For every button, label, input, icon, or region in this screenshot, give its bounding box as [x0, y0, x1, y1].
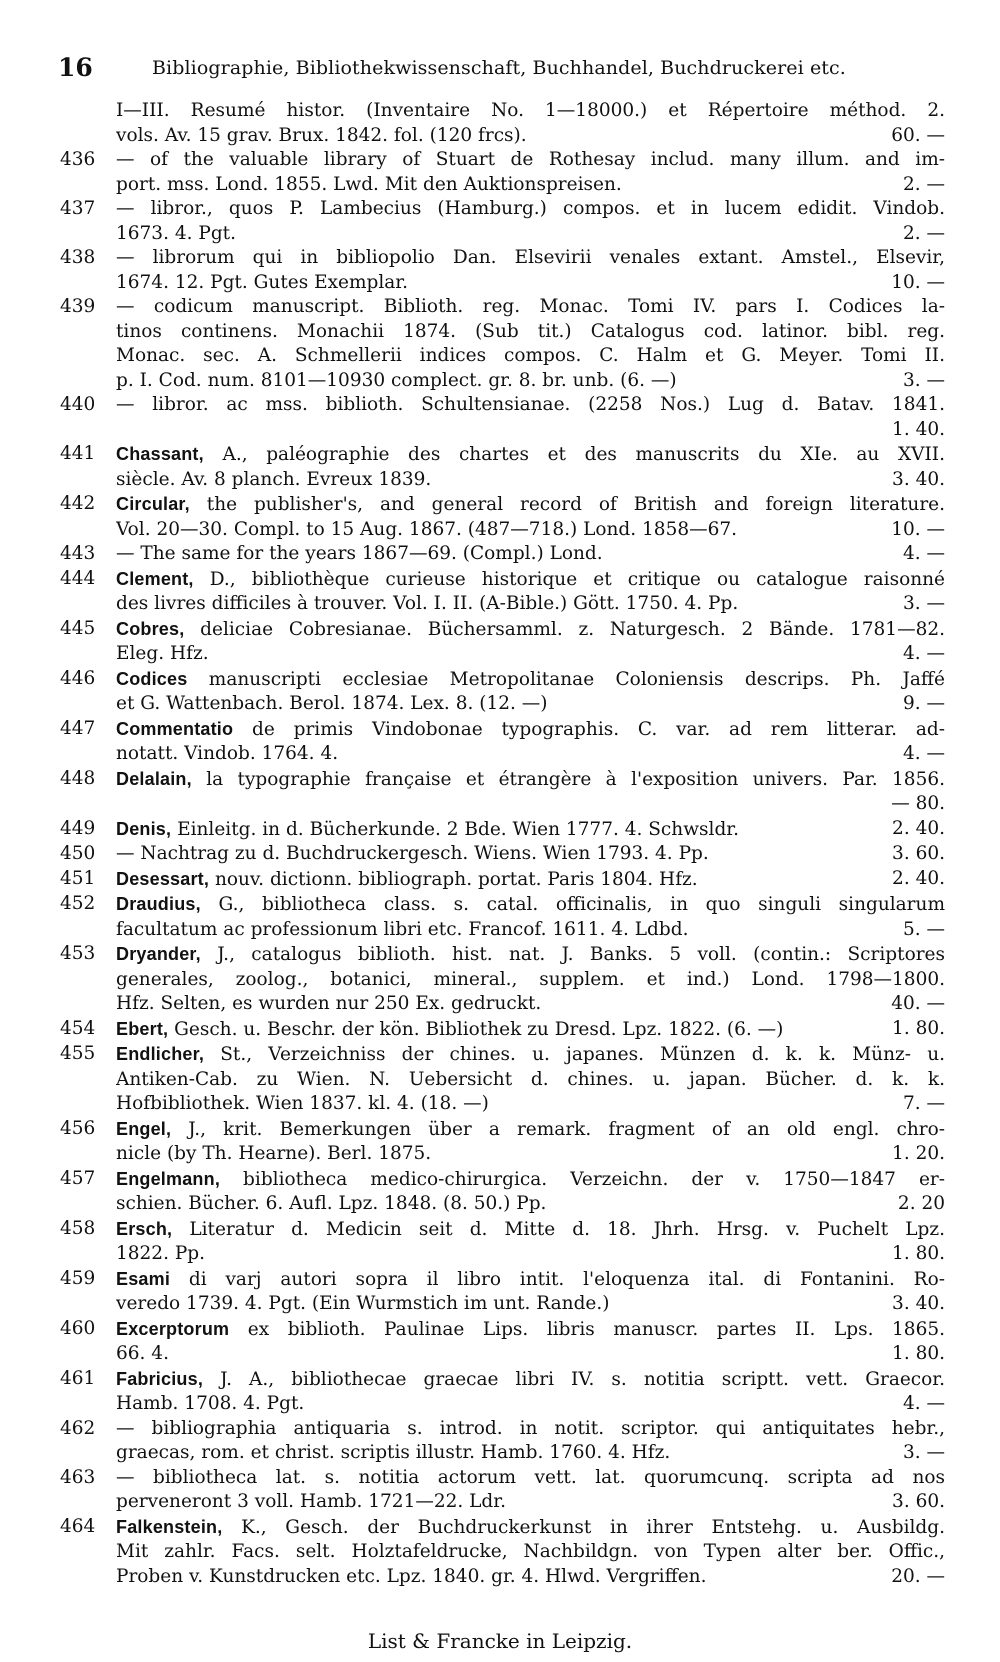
catalog-entry [60, 617, 945, 667]
entry-line [116, 542, 945, 567]
entry-text: — libror., quos P. Lambecius (Hamburg.) compos. et in lucem edidit. Vindob. [116, 198, 945, 219]
entry-number: 441 [60, 443, 96, 464]
entry-line [116, 124, 945, 149]
entry-line [116, 197, 945, 222]
entry-line [116, 817, 945, 843]
entry-line [116, 148, 945, 173]
entry-text: graecas, rom. et christ. scriptis illustr. Hamb. 1760. 4. Hfz. [116, 1442, 671, 1463]
entry-heading: Chassant, [116, 444, 204, 464]
entry-price: 10. — [891, 518, 945, 540]
entry-text: p. I. Cod. num. 8101—10930 complect. gr. 8. br. unb. (6. —) [116, 369, 677, 391]
entry-text: la typographie française et étrangère à l'exposition univers. Par. 1856. [191, 768, 945, 790]
catalog-entry [60, 1466, 945, 1515]
entry-line [116, 1342, 945, 1367]
entry-price: 9. — [902, 693, 945, 714]
entry-heading: Dryander, [116, 944, 201, 964]
entry-text: — of the valuable library of Stuart de Rothesay includ. many illum. and im- [116, 149, 945, 170]
catalog-entry [60, 1367, 945, 1417]
entry-text: 1674. 12. Pgt. Gutes Exemplar. [116, 271, 408, 293]
entry-number: 463 [60, 1466, 96, 1488]
catalog-entry [60, 567, 945, 617]
entry-line [116, 742, 945, 767]
entry-text: A., paléographie des chartes et des manuscrits du XIe. au XVII. [203, 444, 945, 465]
catalog-entry [60, 1217, 945, 1267]
entry-price: 2. — [902, 173, 945, 195]
entry-text: nicle (by Th. Hearne). Berl. 1875. [116, 1143, 432, 1164]
entry-price: 20. — [891, 1565, 945, 1587]
entry-text: siècle. Av. 8 planch. Evreux 1839. [116, 468, 432, 490]
entry-text: generales, zoolog., botanici, mineral., supplem. et ind.) Lond. 1798—1800. [116, 968, 945, 990]
entry-number: 446 [60, 667, 96, 689]
catalog-entry [60, 717, 945, 767]
entry-text: — libror. ac mss. biblioth. Schultensianae. (2258 Nos.) Lug d. Batav. 1841. [116, 394, 945, 415]
catalog-entry [60, 817, 945, 843]
entry-number: 462 [60, 1417, 96, 1439]
entry-line [116, 1068, 945, 1093]
entry-text: et G. Wattenbach. Berol. 1874. Lex. 8. (12. —) [116, 693, 548, 714]
entry-line [116, 1317, 945, 1343]
entry-text: perveneront 3 voll. Hamb. 1721—22. Ldr. [116, 1491, 506, 1512]
entry-line [116, 567, 945, 593]
entry-text: St., Verzeichniss der chines. u. japanes. Münzen d. k. k. Münz- u. [204, 1044, 945, 1065]
entry-line [116, 617, 945, 643]
entry-text: D., bibliothèque curieuse historique et critique ou catalogue raisonné [193, 568, 945, 590]
entry-line [116, 295, 945, 320]
entry-line [116, 1417, 945, 1442]
entry-line [116, 942, 945, 968]
entry-line [116, 1167, 945, 1193]
entry-price: 10. — [891, 271, 945, 293]
entry-text: port. mss. Lond. 1855. Lwd. Mit den Auktionspreisen. [116, 173, 622, 195]
entry-number: 444 [60, 567, 96, 589]
catalog-entry [60, 1515, 945, 1590]
entry-number: 443 [60, 543, 96, 564]
entry-number: 464 [60, 1515, 96, 1537]
entry-line [116, 320, 945, 345]
entry-text: Mit zahlr. Facs. selt. Holztafeldrucke, Nachbildgn. von Typen alter ber. Offic., [116, 1541, 945, 1562]
entry-heading: Excerptorum [116, 1318, 230, 1339]
catalog-entry [60, 892, 945, 942]
entry-line [116, 1441, 945, 1466]
entry-line [116, 1490, 945, 1515]
entry-line [116, 99, 945, 124]
entry-number: 457 [60, 1167, 96, 1189]
entry-text: Gesch. u. Beschr. der kön. Bibliothek zu Dresd. Lpz. 1822. (6. —) [168, 1018, 784, 1040]
entry-price: 2. 40. [892, 817, 945, 839]
entry-line [116, 1392, 945, 1417]
catalog-entry [60, 767, 945, 817]
entry-line [116, 1142, 945, 1167]
entry-line [116, 968, 945, 993]
entry-number: 437 [60, 198, 96, 219]
catalog-entry [60, 1017, 945, 1043]
entry-heading: Falkenstein, [116, 1516, 223, 1537]
entry-price: 3. — [902, 369, 945, 391]
entry-number: 442 [60, 493, 96, 514]
entry-heading: Denis, [116, 818, 172, 839]
entry-price: 3. 60. [892, 843, 945, 864]
entry-line [116, 918, 945, 943]
catalog-entry [60, 842, 945, 867]
entry-number: 455 [60, 1043, 96, 1064]
entry-line [116, 518, 945, 543]
entry-number: 438 [60, 247, 96, 268]
entry-text: bibliotheca medico-chirurgica. Verzeichn. der v. 1750—1847 er- [220, 1168, 945, 1190]
entry-text: — The same for the years 1867—69. (Compl.) Lond. [116, 543, 603, 564]
catalog-entry [60, 492, 945, 542]
entry-line [116, 442, 945, 468]
entry-text: Monac. sec. A. Schmellerii indices compos. C. Halm et G. Meyer. Tomi II. [116, 345, 945, 366]
entry-price: 4. — [902, 543, 945, 564]
entry-text: — codicum manuscript. Biblioth. reg. Monac. Tomi IV. pars I. Codices la- [116, 296, 945, 317]
entry-text: K., Gesch. der Buchdruckerkunst in ihrer Entstehg. u. Ausbildg. [222, 1516, 945, 1538]
entry-price: 1. 80. [892, 1243, 945, 1264]
entry-line [116, 1515, 945, 1541]
entry-line [116, 767, 945, 793]
entry-line [116, 492, 945, 518]
catalog-entry [60, 542, 945, 567]
running-head: Bibliographie, Bibliothekwissenschaft, Buchhandel, Buchdruckerei etc. [152, 57, 846, 79]
entry-heading: Engel, [116, 1118, 172, 1139]
entry-line [116, 1242, 945, 1267]
catalog-entry [60, 1042, 945, 1117]
entry-line [116, 222, 945, 247]
entry-number: 440 [60, 394, 96, 415]
entry-line [116, 867, 945, 893]
entry-line [116, 1117, 945, 1143]
entry-price: 2. — [902, 222, 945, 244]
entry-line [116, 468, 945, 493]
entry-heading: Commentatio [116, 718, 234, 739]
catalog-entry [60, 99, 945, 148]
entry-text: — bibliotheca lat. s. notitia actorum vett. lat. quorumcunq. scripta ad nos [116, 1466, 945, 1488]
entry-line [116, 246, 945, 271]
entry-price: 60. — [891, 124, 945, 146]
entry-text: Hfz. Selten, es wurden nur 250 Ex. gedruckt. [116, 993, 542, 1014]
entry-price: 7. — [902, 1093, 945, 1114]
entry-price: 1. 40. [892, 418, 945, 440]
page-header [58, 52, 958, 84]
entry-number: 453 [60, 943, 96, 964]
entry-line [116, 642, 945, 667]
entry-text: manuscripti ecclesiae Metropolitanae Coloniensis descrips. Ph. Jaffé [187, 668, 945, 690]
entry-text: 1822. Pp. [116, 1243, 206, 1264]
entry-text: 66. 4. [116, 1343, 169, 1364]
entry-text: J., catalogus biblioth. hist. nat. J. Banks. 5 voll. (contin.: Scriptores [200, 944, 945, 965]
entry-heading: Cobres, [116, 618, 185, 639]
entry-line [116, 393, 945, 418]
entry-price: 4. — [902, 1393, 945, 1414]
entry-text: J. A., bibliothecae graecae libri IV. s. notitia scriptt. vett. Graecor. [203, 1368, 945, 1390]
catalog-entry [60, 1317, 945, 1367]
entry-heading: Ersch, [116, 1218, 173, 1239]
entry-heading: Esami [116, 1268, 171, 1289]
entry-line [116, 667, 945, 693]
entry-number: 458 [60, 1217, 96, 1239]
entry-heading: Codices [116, 668, 188, 689]
entry-number: 436 [60, 149, 96, 170]
catalog-entry [60, 148, 945, 197]
entry-price: 3. 40. [892, 468, 945, 490]
entry-text: schien. Bücher. 6. Aufl. Lpz. 1848. (8. 50.) Pp. [116, 1193, 547, 1214]
entry-line [116, 173, 945, 198]
entry-number: 451 [60, 867, 96, 889]
catalog-entry [60, 667, 945, 717]
entry-number: 450 [60, 843, 96, 864]
entry-text: di varj autori sopra il libro intit. l'eloquenza ital. di Fontanini. Ro- [170, 1268, 945, 1290]
entry-number: 461 [60, 1367, 96, 1389]
entry-price: 3. 60. [892, 1491, 945, 1512]
entry-text: de primis Vindobonae typographis. C. var. ad rem litterar. ad- [233, 718, 945, 740]
entry-text: tinos continens. Monachii 1874. (Sub tit.) Catalogus cod. latinor. bibl. reg. [116, 320, 945, 342]
catalog-entry [60, 942, 945, 1017]
entry-text: Hamb. 1708. 4. Pgt. [116, 1393, 305, 1414]
entry-text: the publisher's, and general record of British and foreign literature. [189, 494, 945, 515]
entry-text: Vol. 20—30. Compl. to 15 Aug. 1867. (487—718.) Lond. 1858—67. [116, 518, 738, 540]
entry-line [116, 692, 945, 717]
entry-text: vols. Av. 15 grav. Brux. 1842. fol. (120 frcs). [116, 124, 527, 146]
catalog-entry [60, 246, 945, 295]
entry-text: Eleg. Hfz. [116, 643, 209, 664]
entry-number: 447 [60, 717, 96, 739]
entry-heading: Delalain, [116, 768, 192, 789]
entry-line [116, 1565, 945, 1590]
entry-line [116, 1367, 945, 1393]
catalog-entry [60, 1417, 945, 1466]
page-number: 16 [58, 53, 93, 82]
entry-price: 4. — [902, 643, 945, 664]
entry-line [116, 892, 945, 918]
entry-text: Proben v. Kunstdrucken etc. Lpz. 1840. gr. 4. Hlwd. Vergriffen. [116, 1565, 707, 1587]
entry-heading: Engelmann, [116, 1168, 221, 1189]
catalog-entry [60, 1117, 945, 1167]
entry-line [116, 592, 945, 617]
entry-text: Literatur d. Medicin seit d. Mitte d. 18. Jhrh. Hrsg. v. Puchelt Lpz. [172, 1218, 945, 1240]
entry-price: 1. 80. [892, 1017, 945, 1039]
entry-line [116, 842, 945, 867]
catalog-entry [60, 1167, 945, 1217]
entry-price: 3. 40. [892, 1293, 945, 1314]
entry-line [116, 418, 945, 443]
entry-number: 449 [60, 817, 96, 839]
entry-text: G., bibliotheca class. s. catal. officinalis, in quo singuli singularum [200, 894, 945, 915]
entry-line [116, 1267, 945, 1293]
entry-text: — Nachtrag zu d. Buchdruckergesch. Wiens. Wien 1793. 4. Pp. [116, 843, 709, 864]
entry-number: 448 [60, 767, 96, 789]
entry-number: 460 [60, 1317, 96, 1339]
entry-line [116, 717, 945, 743]
entry-text: 1673. 4. Pgt. [116, 222, 236, 244]
entry-line [116, 1192, 945, 1217]
entry-text: notatt. Vindob. 1764. 4. [116, 743, 339, 764]
entry-text: — bibliographia antiquaria s. introd. in notit. scriptor. qui antiquitates hebr., [116, 1417, 945, 1439]
entry-line [116, 1017, 945, 1043]
catalog-entry [60, 393, 945, 442]
entry-text: nouv. dictionn. bibliograph. portat. Paris 1804. Hfz. [209, 868, 698, 890]
entry-price: 2. 40. [892, 867, 945, 889]
entry-heading: Fabricius, [116, 1368, 204, 1389]
entry-text: — librorum qui in bibliopolio Dan. Elsevirii venales extant. Amstel., Elsevir, [116, 247, 945, 268]
entry-text: facultatum ac professionum libri etc. Francof. 1611. 4. Ldbd. [116, 918, 689, 940]
entry-heading: Endlicher, [116, 1044, 205, 1064]
entry-text: ex biblioth. Paulinae Lips. libris manuscr. partes II. Lps. 1865. [229, 1318, 945, 1340]
entry-price: 1. 20. [892, 1143, 945, 1164]
entry-text: veredo 1739. 4. Pgt. (Ein Wurmstich im unt. Rande.) [116, 1293, 610, 1314]
entry-line [116, 992, 945, 1017]
entry-line [116, 369, 945, 394]
entry-number: 454 [60, 1017, 96, 1039]
entry-price: 4. — [902, 743, 945, 764]
publisher-footer: List & Francke in Leipzig. [367, 1629, 633, 1653]
entry-line [116, 1540, 945, 1565]
catalog-entry [60, 197, 945, 246]
entry-line [116, 271, 945, 296]
entry-line [116, 1292, 945, 1317]
entry-text: Einleitg. in d. Bücherkunde. 2 Bde. Wien 1777. 4. Schwsldr. [171, 818, 739, 840]
entry-text: Hofbibliothek. Wien 1837. kl. 4. (18. —) [116, 1093, 489, 1114]
entry-number: 456 [60, 1117, 96, 1139]
entry-price: 2. 20 [897, 1193, 945, 1214]
entry-heading: Clement, [116, 568, 194, 589]
entry-price: 1. 80. [892, 1343, 945, 1364]
entry-line [116, 344, 945, 369]
entry-line [116, 1092, 945, 1117]
catalog-entry [60, 442, 945, 492]
catalog-entry [60, 1267, 945, 1317]
catalog-entries [60, 99, 945, 1589]
entry-number: 445 [60, 617, 96, 639]
entry-line [116, 1466, 945, 1491]
entry-text: J., krit. Bemerkungen über a remark. fragment of an old engl. chro- [171, 1118, 945, 1140]
entry-heading: Desessart, [116, 868, 210, 889]
catalog-entry [60, 867, 945, 893]
entry-heading: Circular, [116, 494, 190, 514]
entry-line [116, 1042, 945, 1068]
entry-line [116, 792, 945, 817]
catalog-entry [60, 295, 945, 393]
entry-price: 40. — [891, 993, 945, 1014]
entry-text: deliciae Cobresianae. Büchersamml. z. Naturgesch. 2 Bände. 1781—82. [184, 618, 945, 640]
entry-price: 3. — [902, 1442, 945, 1463]
entry-price: 5. — [902, 918, 945, 940]
entry-text: Antiken-Cab. zu Wien. N. Uebersicht d. chines. u. japan. Bücher. d. k. k. [116, 1068, 945, 1090]
entry-number: 452 [60, 893, 96, 914]
entry-price: — 80. [891, 793, 945, 814]
entry-heading: Ebert, [116, 1018, 169, 1039]
entry-text: I—III. Resumé histor. (Inventaire No. 1—18000.) et Répertoire méthod. 2. [116, 100, 945, 121]
entry-heading: Draudius, [116, 894, 201, 914]
entry-number: 439 [60, 296, 96, 317]
entry-number: 459 [60, 1267, 96, 1289]
entry-text: des livres difficiles à trouver. Vol. I. II. (A-Bible.) Gött. 1750. 4. Pp. [116, 593, 739, 614]
entry-price: 3. — [902, 593, 945, 614]
entry-line [116, 1217, 945, 1243]
